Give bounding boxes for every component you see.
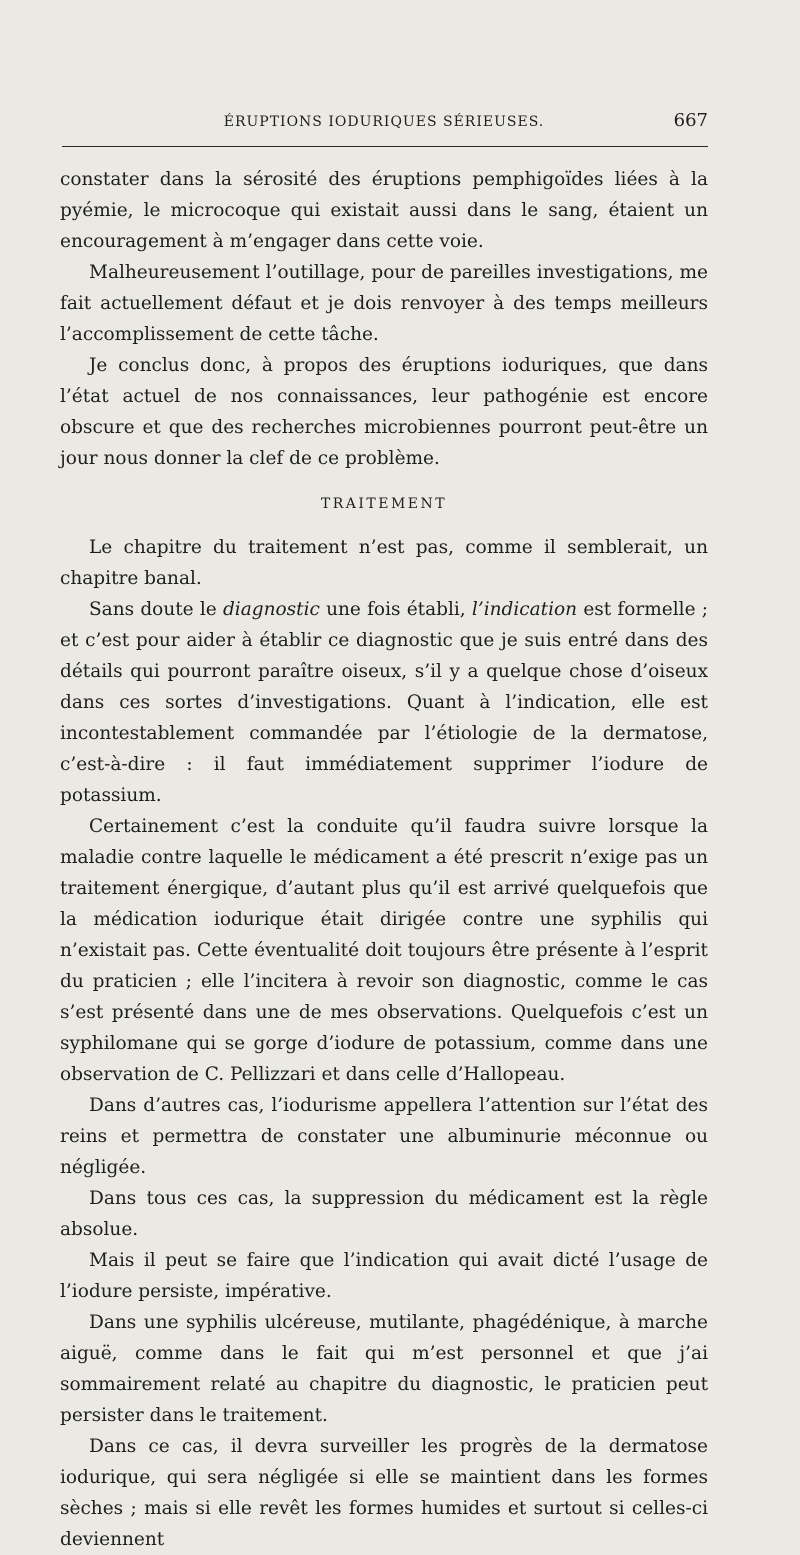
body-text — [60, 164, 708, 1555]
paragraph: Dans ce cas, il devra surveiller les progrès de la dermatose iodurique, qui sera négligée si elle se maintient dans les formes sèches ; mais si elle revêt les formes humides et surtout si celles-ci deviennent — [60, 1436, 708, 1550]
paragraph — [60, 594, 708, 811]
paragraph: Dans tous ces cas, la suppression du médicament est la règle absolue. — [60, 1188, 708, 1240]
text-run: une fois établi, — [319, 599, 472, 620]
paragraph: Certainement c’est la conduite qu’il faudra suivre lorsque la maladie contre laquelle le médicament a été prescrit n’exige pas un traitement énergique, d’autant plus qu’il est arrivé quelquefois que la médication iodurique était dirigée contre une syphilis qui n’existait pas. Cette éventualité doit toujours être présente à l’esprit du praticien ; elle l’incitera à revoir son diagnostic, comme le cas s’est présenté dans une de mes observations. Quelquefois c’est un syphilomane qui se gorge d’iodure de potassium, comme dans une observation de C. Pellizzari et dans celle d’Hallopeau. — [60, 816, 708, 1085]
paragraph: Mais il peut se faire que l’indication qui avait dicté l’usage de l’iodure persiste, impérative. — [60, 1250, 708, 1302]
text-run: est formelle ; et c’est pour aider à établir ce diagnostic que je suis entré dans des détails qui pourront paraître oiseux, s’il y a quelque chose d’oiseux dans ces sortes d’investigations. Quant à l’indication, elle est incontestablement commandée par l’étiologie de la dermatose, c’est-à-dire : il faut immédiatement supprimer l’iodure de potassium. — [60, 599, 708, 806]
paragraph: Dans une syphilis ulcéreuse, mutilante, phagédénique, à marche aiguë, comme dans le fait qui m’est personnel et que j’ai sommairement relaté au chapitre du diagnostic, le praticien peut persister dans le traitement. — [60, 1312, 708, 1426]
italic-term: diagnostic — [222, 599, 320, 620]
text-run: Sans doute le — [89, 599, 223, 620]
paragraph: Malheureusement l’outillage, pour de pareilles investigations, me fait actuellement défaut et je dois renvoyer à des temps meilleurs l’accomplissement de cette tâche. — [60, 262, 708, 345]
paragraph: Je conclus donc, à propos des éruptions ioduriques, que dans l’état actuel de nos connaissances, leur pathogénie est encore obscure et que des recherches microbiennes pourront peut-être un jour nous donner la clef de ce problème. — [60, 355, 708, 469]
italic-term: l’indication — [471, 599, 578, 620]
header-rule — [62, 146, 708, 147]
paragraph: Le chapitre du traitement n’est pas, comme il semblerait, un chapitre banal. — [60, 537, 708, 589]
running-title: ÉRUPTIONS IODURIQUES SÉRIEUSES. — [223, 114, 545, 130]
page-number: 667 — [673, 110, 708, 131]
section-heading: TRAITEMENT — [320, 496, 448, 512]
paragraph-continuation: constater dans la sérosité des éruptions pemphigoïdes liées à la pyémie, le microcoque qui existait aussi dans le sang, étaient un encouragement à m’engager dans cette voie. — [60, 169, 708, 252]
running-head — [60, 106, 708, 136]
paragraph: Dans d’autres cas, l’iodurisme appellera l’attention sur l’état des reins et permettra de constater une albuminurie méconnue ou négligée. — [60, 1095, 708, 1178]
